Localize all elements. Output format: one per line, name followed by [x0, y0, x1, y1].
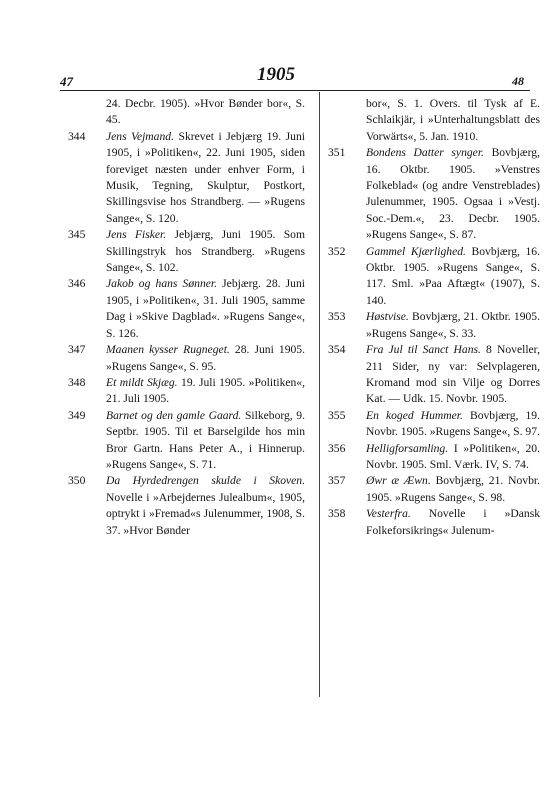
entry-number: 351	[328, 146, 346, 160]
entry-title: En koged Hummer.	[366, 408, 463, 422]
entry-number: 350	[68, 474, 86, 488]
entry	[328, 441, 540, 474]
entry-title: Da Hyrdedrengen skulde i Skoven.	[106, 474, 305, 488]
entry-title: Jens Fisker.	[106, 228, 167, 242]
entry-text: Bovbjærg, 16. Oktbr. 1905. »Venstres Folkeblad« (og andre Venstreblades) Julenummer, 1905. Ogsaa i »Vestj. Soc.-Dem.«, 23. Decbr. 1905. »Rugens Sange«, S. 87.	[366, 146, 540, 242]
entry	[68, 375, 305, 408]
entry-text: 8 Noveller, 211 Sider, ny var: Selvplageren, Kromand mod sin Vilje og Dorres Kat. — Udk. 15. Novbr. 1905.	[366, 343, 540, 406]
entry	[68, 276, 305, 342]
entry	[68, 129, 305, 227]
entry-title: Gammel Kjærlighed.	[366, 244, 466, 258]
entry-title: Barnet og den gamle Gaard.	[106, 408, 242, 422]
entry	[68, 227, 305, 276]
entry-title: Maanen kysser Rugneget.	[106, 343, 230, 357]
entry-text: Bovbjærg, 21. Novbr. 1905. »Rugens Sange«, S. 98.	[366, 474, 540, 504]
entry-number: 347	[68, 343, 86, 357]
entry-number: 344	[68, 129, 86, 143]
entry	[328, 244, 540, 310]
entry-text: Bovbjærg, 16. Oktbr. 1905. »Rugens Sange«, S. 117. Sml. »Paa Aftægt« (1907), S. 140.	[366, 244, 540, 307]
entry-text: bor«, S. 1. Overs. til Tysk af E. Schlaikjär, i »Unterhaltungsblatt des Vorwärts«, 5. Jan. 1910.	[366, 97, 540, 143]
entry	[328, 342, 540, 408]
entry-text: Bovbjærg, 19. Novbr. 1905. »Rugens Sange«, S. 97.	[366, 408, 540, 439]
entry-text: Jebjærg. 28. Juni 1905, i »Politiken«, 31. Juli 1905, samme Dag i »Skive Dagblad«. »Rugens Sange«, S. 126.	[106, 277, 306, 340]
entry-text: Jebjærg, Juni 1905. Som Skillingstryk hos Strandberg. »Rugens Sange«, S. 102.	[106, 228, 305, 275]
entry	[328, 473, 540, 506]
entry-text: Novelle i »Dansk Folkeforsikrings« Julenum-	[366, 507, 540, 537]
entry	[328, 309, 540, 342]
page-header	[0, 64, 552, 90]
entry-title: Jens Vejmand.	[106, 129, 174, 143]
left-column	[68, 96, 305, 539]
entry-text: I »Politiken«, 20. Novbr. 1905. Sml. Værk. IV, S. 74.	[366, 441, 540, 471]
page-number-right: 48	[512, 74, 524, 88]
entry-number: 356	[328, 441, 346, 455]
entry	[68, 96, 305, 129]
entry-number: 346	[68, 277, 86, 291]
entry	[328, 96, 540, 145]
entry-number: 349	[68, 408, 86, 422]
entry	[68, 408, 305, 474]
entry-title: Et mildt Skjæg.	[106, 375, 178, 389]
column-divider	[319, 92, 320, 697]
entry	[68, 342, 305, 375]
page-number-left: 47	[60, 74, 73, 89]
entry-number: 355	[328, 408, 346, 422]
entry-number: 358	[328, 507, 346, 521]
entry-text: 28. Juni 1905. »Rugens Sange«, S. 95.	[106, 343, 305, 373]
entry-number: 345	[68, 228, 86, 242]
entry-title: Vesterfra.	[366, 507, 411, 521]
entry	[328, 506, 540, 539]
entry	[68, 473, 305, 539]
entry-number: 348	[68, 375, 86, 389]
entry-title: Jakob og hans Sønner.	[106, 277, 218, 291]
entry	[328, 145, 540, 243]
entry-number: 354	[328, 343, 346, 357]
entry-title: Helligforsamling.	[366, 441, 449, 455]
entry	[328, 408, 540, 441]
entry-text: 19. Juli 1905. »Politiken«, 21. Juli 1905.	[106, 375, 306, 406]
entry-title: Øwr æ Æwn.	[366, 474, 431, 488]
entry-text: Bovbjærg, 21. Oktbr. 1905. »Rugens Sange«, S. 33.	[366, 310, 540, 340]
entry-number: 353	[328, 310, 346, 324]
entry-number: 352	[328, 244, 346, 258]
header-rule	[60, 90, 530, 91]
entry-text: Novelle i »Arbejdernes Julealbum«, 1905, optrykt i »Fremad«s Julenummer, 1908, S. 37. »Hvor Bønder	[106, 490, 305, 537]
entry-title: Høstvise.	[366, 310, 409, 324]
year-heading: 1905	[257, 64, 295, 85]
entry-title: Bondens Datter synger.	[366, 146, 484, 160]
entry-text: Silkeborg, 9. Septbr. 1905. Til et Barselgilde hos min Bror Gartn. Hans Peter A., i Hinnerup. »Rugens Sange«, S. 71.	[106, 408, 305, 471]
entry-title: Fra Jul til Sanct Hans.	[366, 343, 481, 357]
right-column	[328, 96, 540, 539]
entry-number: 357	[328, 474, 346, 488]
entry-text: Skrevet i Jebjærg 19. Juni 1905, i »Politiken«, 22. Juni 1905, siden foreviget næsten under enhver Form, i Musik, Tegning, Skulptur, Postkort, Skillingsvise hos Strandberg. — »Rugens Sange«, S. 120.	[106, 129, 305, 225]
entry-text: 24. Decbr. 1905). »Hvor Bønder bor«, S. 45.	[106, 97, 305, 127]
